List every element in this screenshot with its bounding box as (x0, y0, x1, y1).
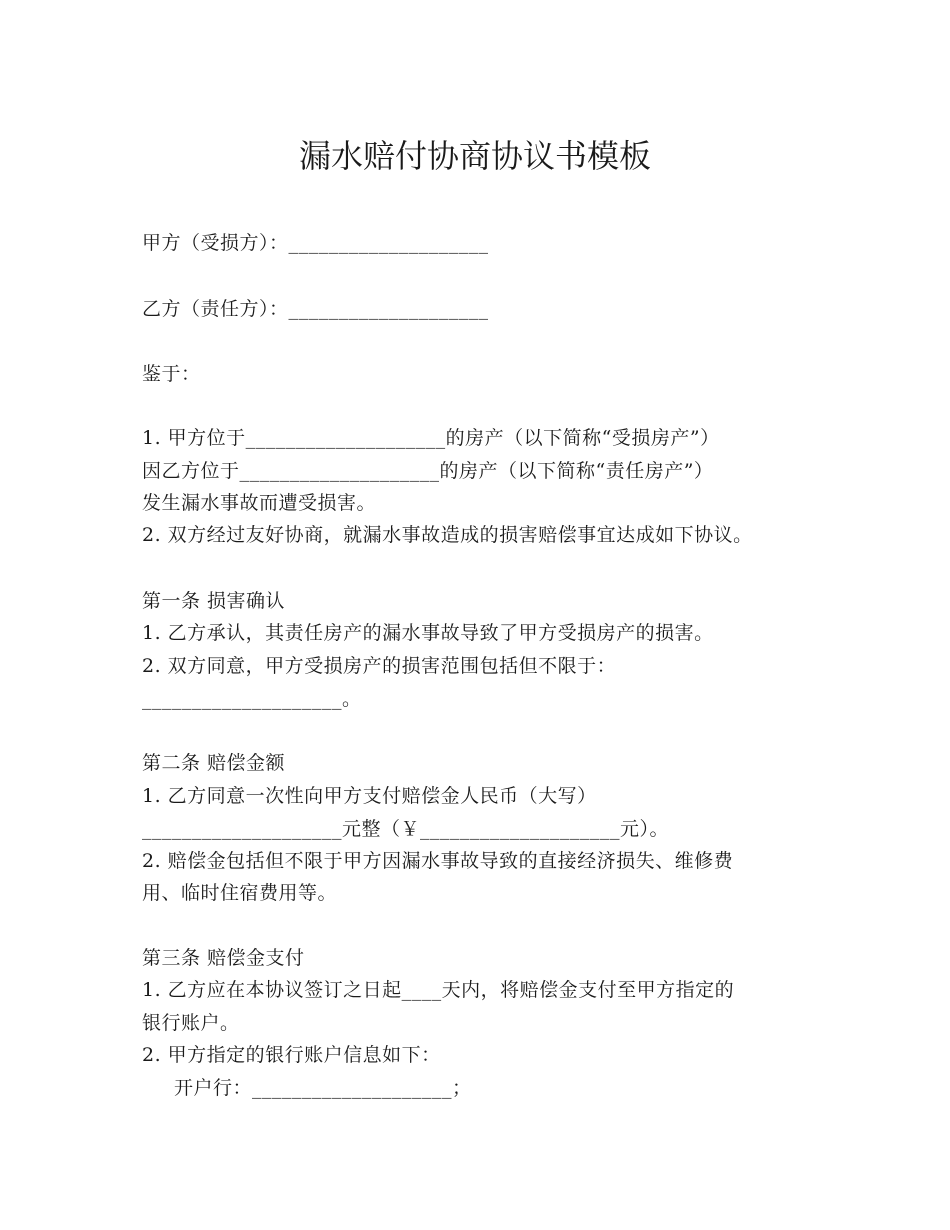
recital-line: 1. 甲方位于____________________的房产（以下简称“受损房产”） (142, 427, 720, 449)
clause-line: 2. 双方同意，甲方受损房产的损害范围包括但不限于： (142, 655, 617, 677)
clause-line: 银行账户。 (142, 1012, 240, 1034)
clause-line: ____________________。 (142, 688, 362, 710)
party-a-line: 甲方（受损方）：____________________ (142, 232, 489, 254)
clause-line: 1. 乙方应在本协议签订之日起____天内，将赔偿金支付至甲方指定的 (142, 979, 735, 1001)
clause-line: 用、临时住宿费用等。 (142, 882, 338, 904)
document-title: 漏水赔付协商协议书模板 (298, 137, 651, 175)
clause-line: 2. 赔偿金包括但不限于甲方因漏水事故导致的直接经济损失、维修费 (142, 850, 734, 872)
article-heading: 第三条 赔偿金支付 (142, 947, 305, 969)
recital-line: 因乙方位于____________________的房产（以下简称“责任房产”） (142, 460, 714, 482)
party-b-line: 乙方（责任方）：____________________ (142, 298, 489, 320)
clause-line: 1. 乙方承认，其责任房产的漏水事故导致了甲方受损房产的损害。 (142, 622, 714, 644)
clause-line: 2. 甲方指定的银行账户信息如下： (142, 1044, 441, 1066)
article-heading: 第一条 损害确认 (142, 590, 286, 612)
clause-line: ____________________元整（￥____________________元）。 (142, 818, 670, 840)
recital-line: 发生漏水事故而遭受损害。 (142, 492, 377, 514)
bank-line: 开户行：____________________； (174, 1077, 472, 1099)
whereas-heading: 鉴于： (142, 363, 201, 385)
recital-line: 2. 双方经过友好协商，就漏水事故造成的损害赔偿事宜达成如下协议。 (142, 524, 753, 546)
article-heading: 第二条 赔偿金额 (142, 752, 286, 774)
clause-line: 1. 乙方同意一次性向甲方支付赔偿金人民币（大写） (142, 785, 597, 807)
